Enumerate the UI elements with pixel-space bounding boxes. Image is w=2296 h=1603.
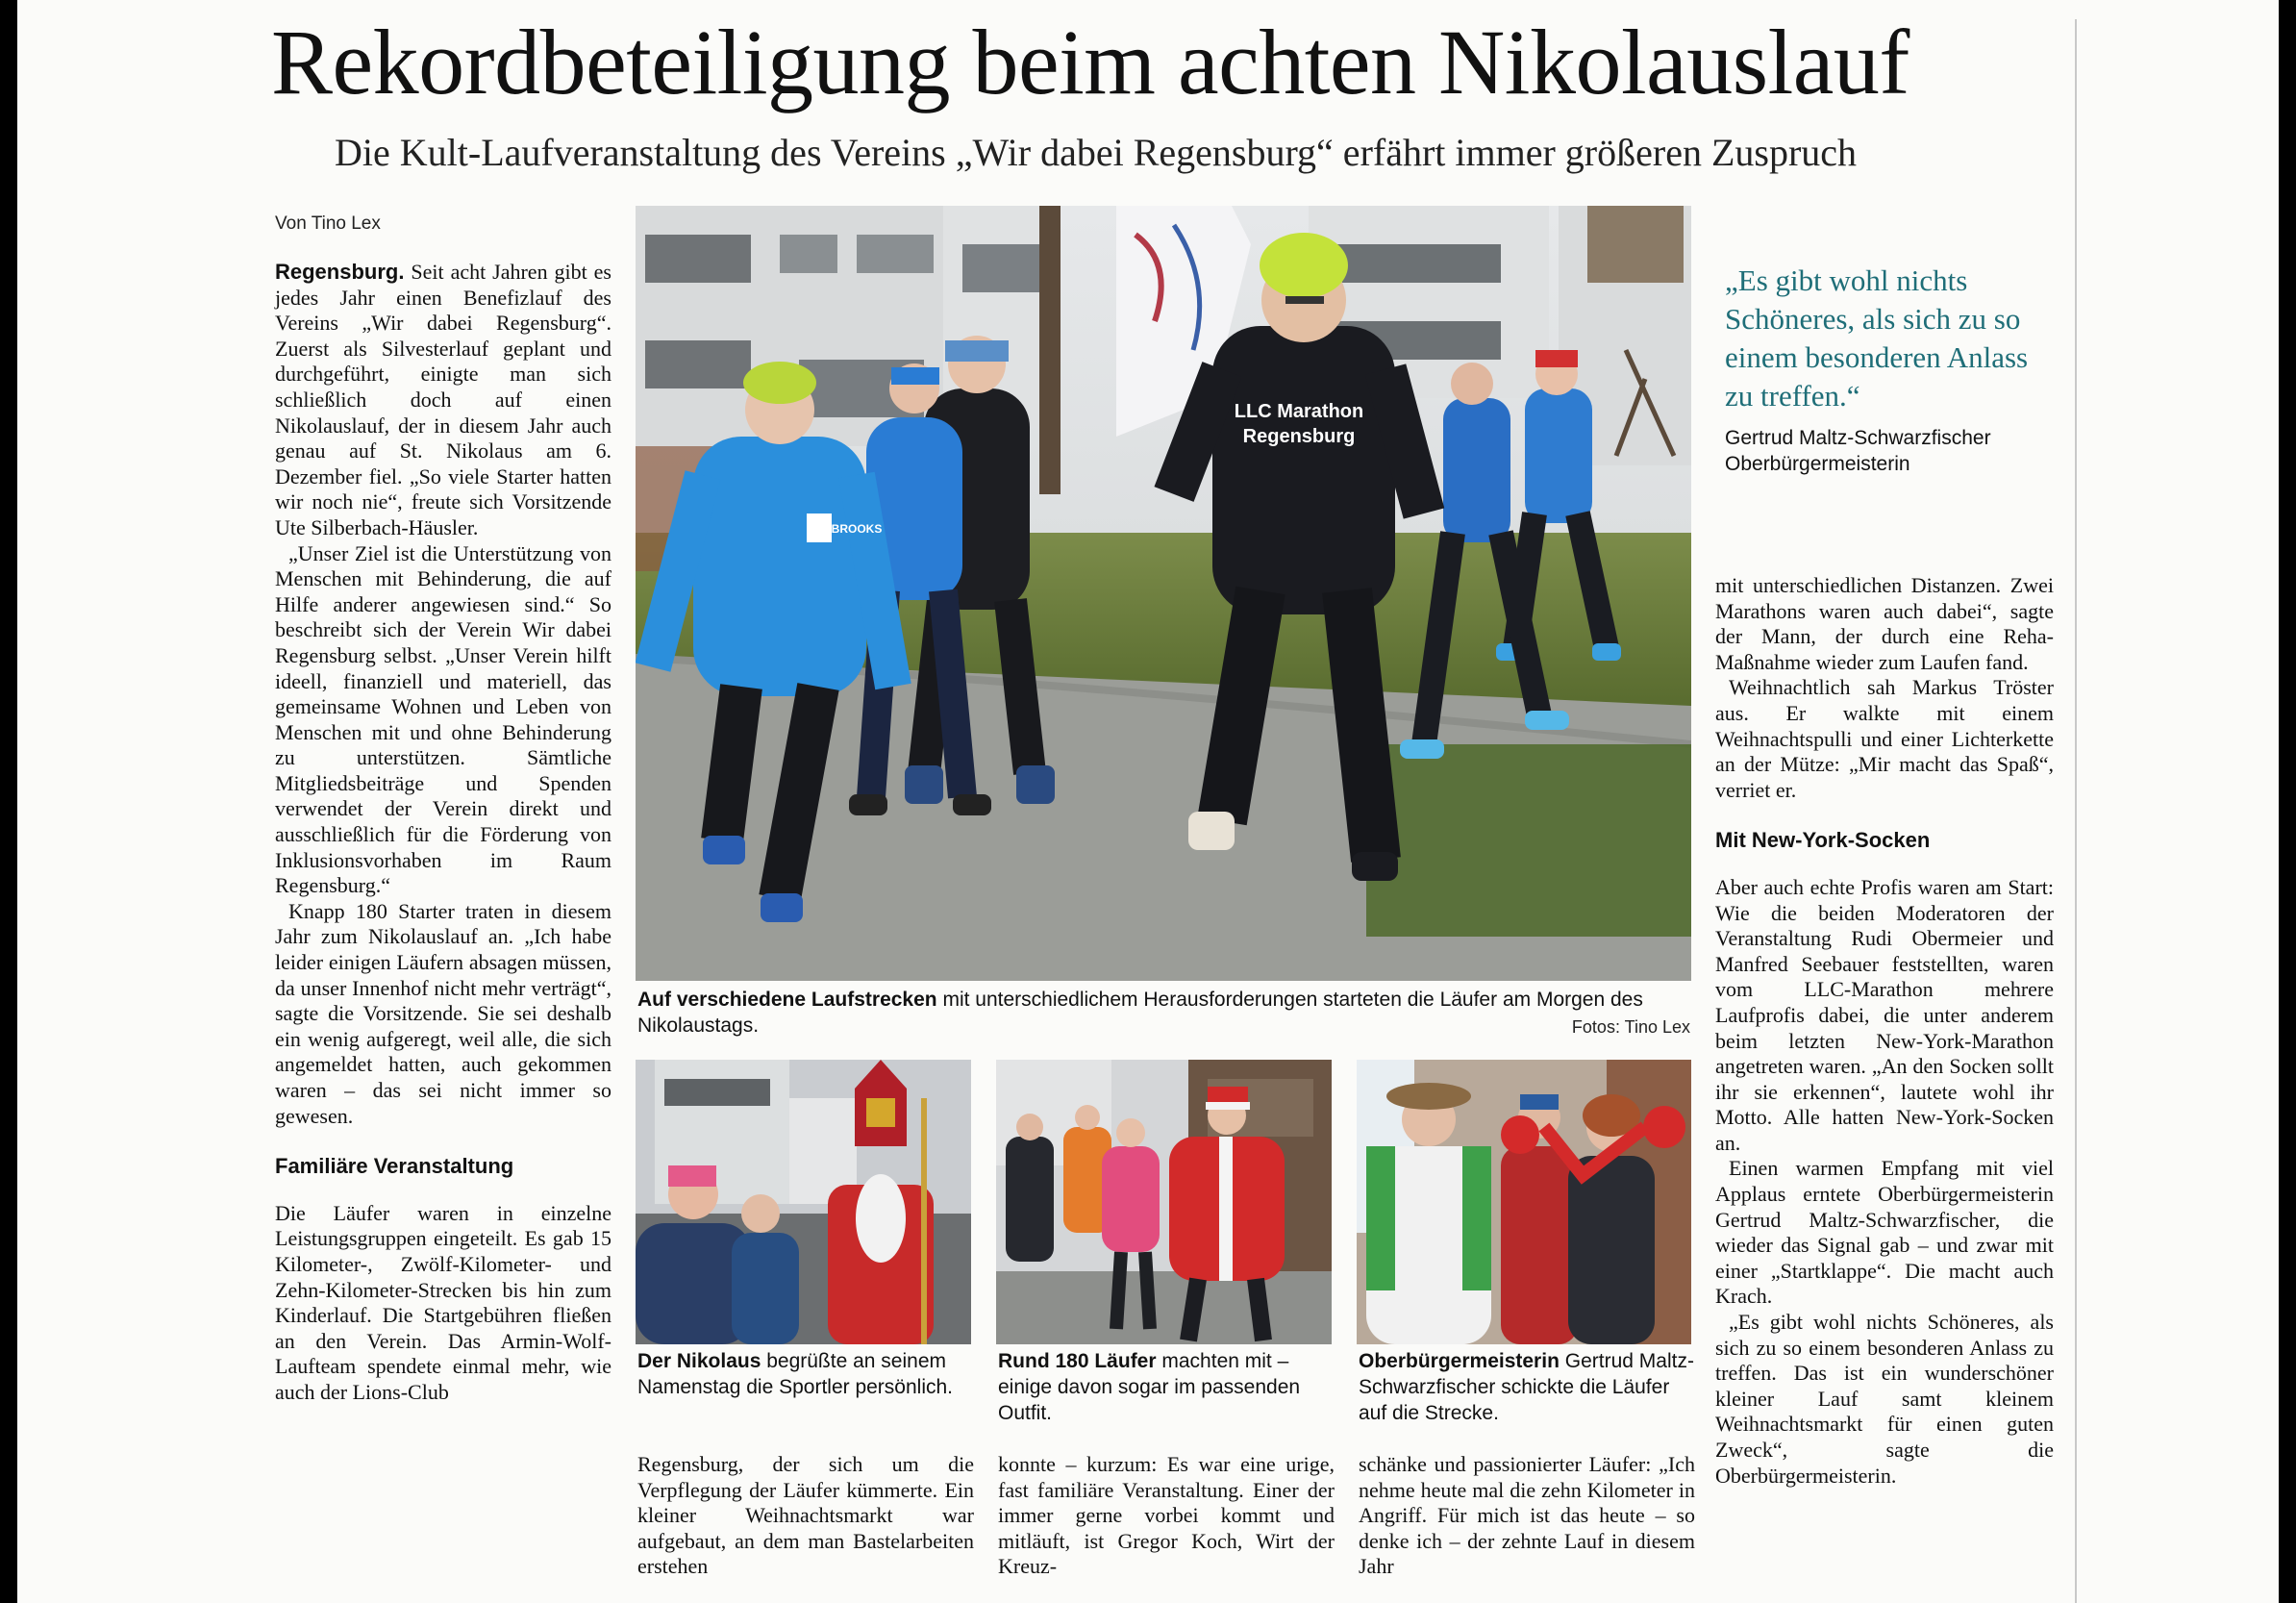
paragraph: mit unterschiedlichen Distanzen. Zwei Marathons waren auch dabei“, sagte der Mann, der durch eine Reha-Maßnahme wieder zum Laufen fand.: [1715, 573, 2054, 674]
pull-quote: „Es gibt wohl nichts Schöneres, als sich zu so einem besonderen Anlass zu treffen.“: [1725, 263, 2029, 413]
caption-mayor: [1359, 1348, 1695, 1426]
article-column-3: [998, 1452, 1335, 1580]
paragraph: Regensburg, der sich um die Verpflegung der Läufer kümmerte. Ein kleiner Weihnachtsmarkt war aufgebaut, an dem man Bastelarbeiten erstehen: [637, 1452, 974, 1579]
paragraph: Einen warmen Empfang mit viel Applaus erntete Oberbürgermeisterin Gertrud Maltz-Schwarzfischer, die wieder das Signal gab – und zwar mit einer „Startklappe“. Die macht auch Krach.: [1715, 1156, 2054, 1309]
headline: Rekordbeteiligung beim achten Nikolauslauf: [271, 11, 1909, 113]
article-column-5: [1715, 573, 2054, 1489]
article-column-4: [1359, 1452, 1695, 1580]
paragraph: konnte – kurzum: Es war eine urige, fast familiäre Veranstaltung. Einer der immer gerne vorbei kommt und mitläuft, ist Gregor Koch, Wirt der Kreuz-: [998, 1452, 1335, 1579]
jacket-logo-text: BROOKS: [831, 522, 883, 536]
article-column-2: [637, 1452, 974, 1580]
caption-bold: Der Nikolaus: [637, 1350, 761, 1372]
caption-text: begrüßte an seinem Namenstag die Sportler persönlich.: [637, 1350, 954, 1398]
paragraph: „Unser Ziel ist die Unterstützung von Menschen mit Behinderung, die auf Hilfe anderer angewiesen sind.“ So beschreibt sich der Verein Wir dabei Regensburg selbst. „Unser Verein hilft ideell, finanziell und materiell, das gemeinsame Wohnen und Leben von Menschen mit und ohne Behinderung zu unterstützen. Sämtliche Mitgliedsbeiträge und Spenden verwendet der Verein direkt und ausschließlich für die Förderung von Inklusionsvorhaben im Raum Regensburg.“: [275, 540, 611, 898]
caption-bold: Rund 180 Läufer: [998, 1350, 1157, 1372]
main-photo-runners: [636, 206, 1691, 981]
paragraph: schänke und passionierter Läufer: „Ich nehme heute mal die zehn Kilometer in Angriff. Für mich ist das heute – so denke ich – der zehnte Lauf in diesem Jahr: [1359, 1452, 1695, 1579]
paragraph: Die Läufer waren in einzelne Leistungsgruppen eingeteilt. Es gab 15 Kilometer-, Zwölf-Kilometer- und Zehn-Kilometer-Strecken bis hin zum Kinderlauf. Die Startgebühren fließen an den Verein. Das Armin-Wolf-Laufteam spendete einmal mehr, wie auch der Lions-Club: [275, 1200, 611, 1404]
caption-text: mit unterschiedlichem Herausforderungen starteten die Läufer am Morgen des Nikolaustags.: [637, 989, 1643, 1037]
shirt-text: LLC Marathon: [1234, 401, 1364, 422]
photo-nikolaus: [636, 1060, 971, 1344]
paragraph: Aber auch echte Profis waren am Start: Wie die beiden Moderatoren der Veranstaltung Rudi Obermeier und Manfred Seebauer feststellten, waren vom LLC-Marathon mehrere Laufprofis dabei, die unter anderem beim letzten New-York-Marathon angetreten waren. „An den Socken sollt ihr sie erkennen“, lautete wohl ihr Motto. Alle hatten New-York-Socken an.: [1715, 874, 2054, 1155]
paragraph-text: Seit acht Jahren gibt es jedes Jahr einen Benefizlauf des Vereins „Wir dabei Regensburg“. Zuerst als Silvesterlauf geplant und durchgeführt, einigte man sich schließlich doch auf einen Nikolauslauf, der in diesem Jahr auch genau auf St. Nikolaus am 6. Dezember fiel. „So viele Starter hatten wir noch nie“, freute sich Vorsitzende Ute Silberbach-Häusler.: [275, 260, 611, 539]
caption-bold: Auf verschiedene Laufstrecken: [637, 989, 937, 1011]
section-subhead: Familiäre Veranstaltung: [275, 1154, 514, 1179]
pull-quote-author: Gertrud Maltz-Schwarzfischer Oberbürgermeisterin: [1725, 427, 1991, 475]
photo-mayor: [1357, 1060, 1691, 1344]
paragraph: Weihnachtlich sah Markus Tröster aus. Er walkte mit einem Weihnachtspulli und einer Lichterkette an der Mütze: „Mir macht das Spaß“, verriet er.: [1715, 675, 2054, 802]
main-photo-caption: [637, 987, 1695, 1039]
photo-credit: Fotos: Tino Lex: [1571, 1017, 1690, 1037]
dateline: Regensburg.: [275, 260, 405, 284]
shirt-text-2: Regensburg: [1242, 426, 1356, 447]
caption-runners: [998, 1348, 1335, 1426]
caption-text: machten mit – einige davon sogar im passenden Outfit.: [998, 1350, 1301, 1424]
section-subhead: Mit New-York-Socken: [1715, 828, 1931, 853]
paragraph: „Es gibt wohl nichts Schöneres, als sich zu so einem besonderen Anlass zu treffen. Das ist ein wunderschöner kleiner Lauf samt kleinem Weihnachtsmarkt für einen guten Zweck“, sagte die Oberbürgermeisterin.: [1715, 1310, 2054, 1488]
newspaper-page: [17, 0, 2279, 1603]
paragraph: Knapp 180 Starter traten in diesem Jahr zum Nikolauslauf an. „Ich habe leider einigen Läufern absagen müssen, da unser Innenhof nicht mehr verträgt“, sagte die Vorsitzende. Sie sei deshalb ein wenig aufgeregt, weil alle, die sich angemeldet hatten, auch gekommen waren – das sei nicht immer so gewesen.: [275, 898, 611, 1128]
caption-text: Gertrud Maltz-Schwarzfischer schickte die Läufer auf die Strecke.: [1359, 1350, 1694, 1424]
caption-nikolaus: [637, 1348, 974, 1400]
caption-bold: Oberbürgermeisterin: [1359, 1350, 1560, 1372]
article-column-1: [275, 260, 611, 1406]
column-rule: [2075, 19, 2077, 1603]
subheadline: Die Kult-Laufveranstaltung des Vereins „Wir dabei Regensburg“ erfährt immer größeren Zuspruch: [335, 131, 1858, 174]
byline: Von Tino Lex: [275, 213, 381, 234]
photo-runners-outfit: [996, 1060, 1332, 1344]
paragraph: [275, 260, 611, 541]
